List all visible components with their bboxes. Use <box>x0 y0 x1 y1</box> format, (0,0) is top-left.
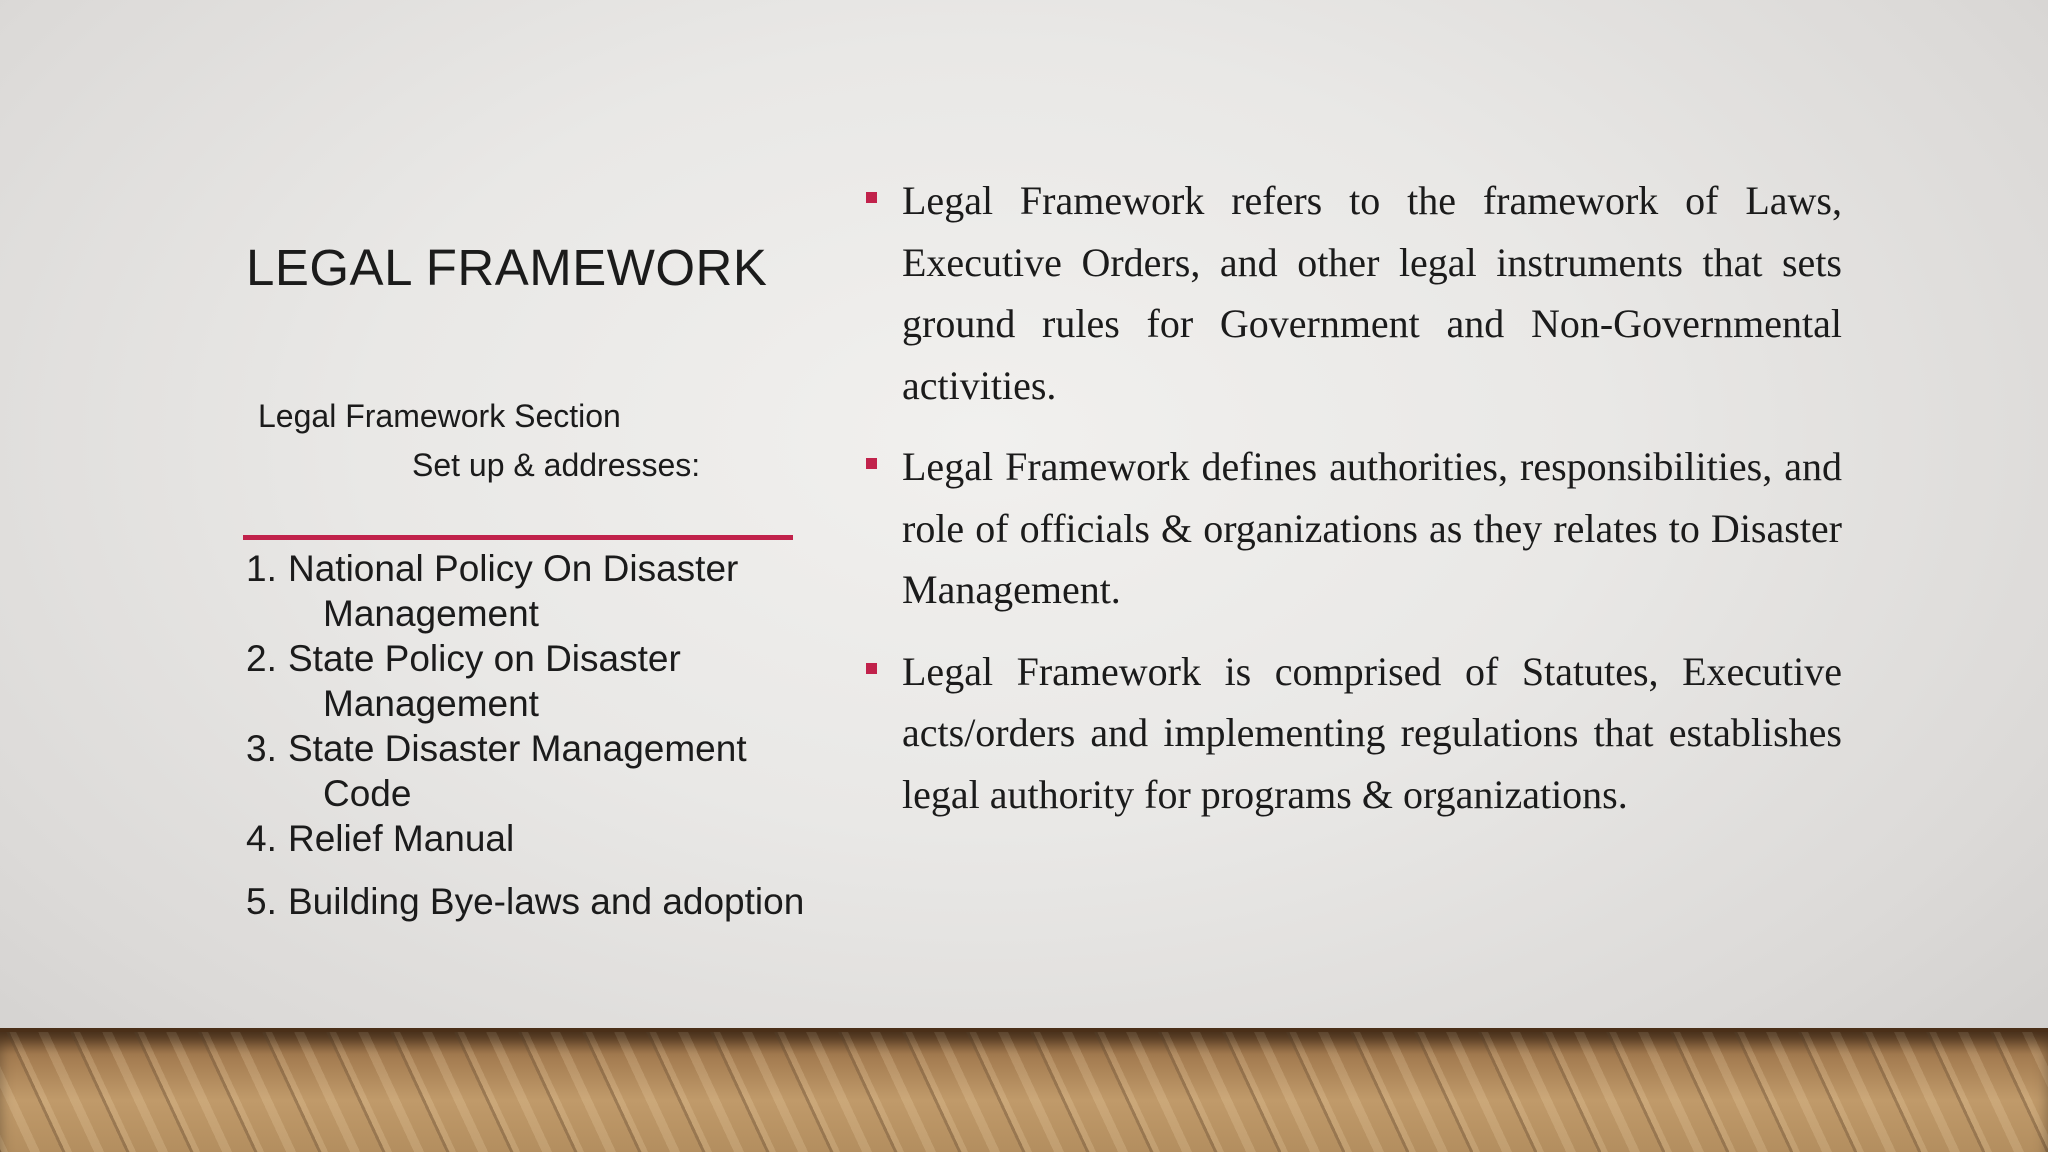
bullet-item <box>862 170 1842 416</box>
bullet-text: Legal Framework defines authorities, responsibilities, and role of officials & organizations as they relates to Disaster Management. <box>902 444 1842 612</box>
subtitle-line-1: Legal Framework Section <box>258 398 621 434</box>
bullet-item <box>862 436 1842 621</box>
square-bullet-icon <box>866 663 877 674</box>
bullet-text: Legal Framework is comprised of Statutes, Executive acts/orders and implementing regulations that establishes legal authority for programs & organizations. <box>902 648 1842 817</box>
policy-text: State Disaster Management Code <box>288 728 747 814</box>
square-bullet-icon <box>866 458 877 469</box>
policy-number: 1. <box>246 548 277 589</box>
policy-item <box>246 636 806 726</box>
policy-number: 3. <box>246 728 277 769</box>
policy-item <box>246 546 806 636</box>
square-bullet-icon <box>866 192 877 203</box>
definition-bullets <box>862 170 1842 845</box>
policy-item <box>246 726 806 816</box>
policy-list <box>246 546 806 924</box>
bullet-item <box>862 641 1842 826</box>
policy-text: Building Bye-laws and adoption <box>288 881 805 922</box>
policy-item <box>246 879 806 924</box>
accent-divider <box>243 535 793 540</box>
slide-title: LEGAL FRAMEWORK <box>246 239 768 296</box>
bullet-text: Legal Framework refers to the framework of Laws, Executive Orders, and other legal instruments that sets ground rules for Government and Non-Governmental activities. <box>902 178 1842 408</box>
policy-text: State Policy on Disaster Management <box>288 638 681 724</box>
policy-text: Relief Manual <box>288 818 515 859</box>
policy-number: 5. <box>246 881 277 922</box>
subtitle-line-2: Set up & addresses: <box>412 447 701 483</box>
policy-text: National Policy On Disaster Management <box>288 548 739 634</box>
policy-item <box>246 816 806 861</box>
policy-number: 2. <box>246 638 277 679</box>
policy-number: 4. <box>246 818 277 859</box>
wood-floor-background <box>0 1028 2048 1152</box>
